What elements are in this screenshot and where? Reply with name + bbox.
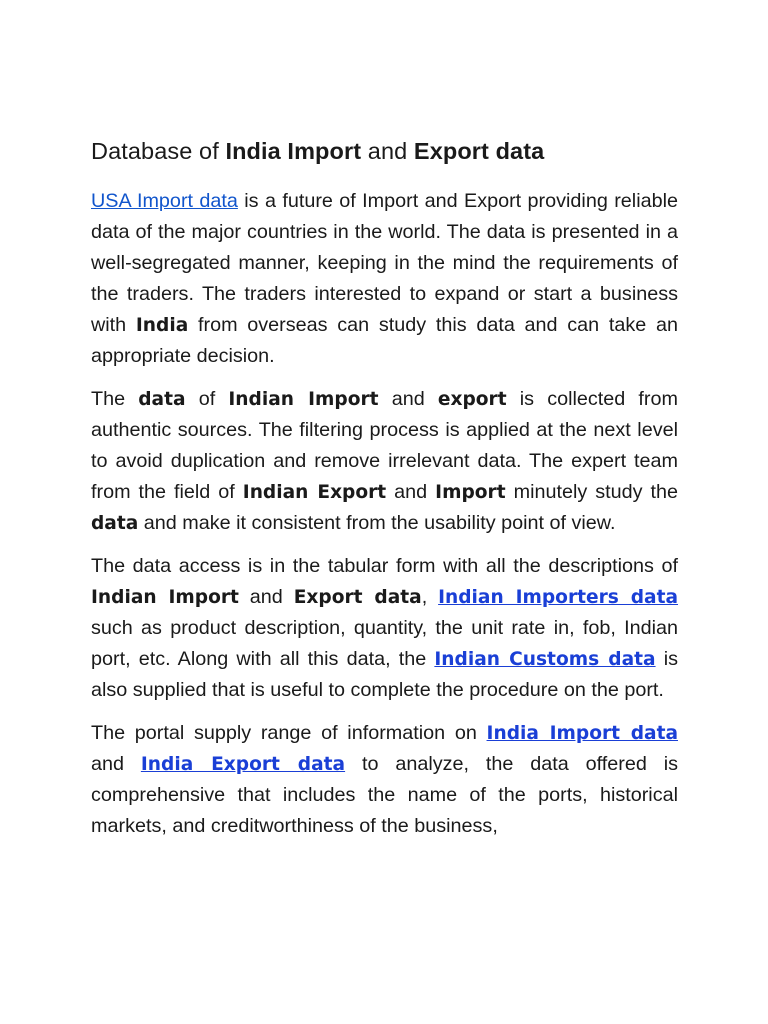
paragraph-1 xyxy=(91,186,678,372)
title-text-1: Database of xyxy=(91,138,226,164)
link-india-export-data[interactable]: India Export data xyxy=(140,754,346,775)
p2-text-7: and make it consistent from the usability point of view. xyxy=(138,512,616,534)
link-india-import-data[interactable]: India Import data xyxy=(486,723,678,744)
p2-bold-data: data xyxy=(138,389,186,410)
p2-bold-export: export xyxy=(437,389,507,410)
paragraph-3 xyxy=(91,551,678,706)
p4-text-3: to analyze, the data offered is comprehensive that includes the name of the ports, historical markets, and creditworthiness of the business, xyxy=(91,753,678,837)
p3-text-5: is also supplied that is useful to complete the procedure on the port. xyxy=(91,648,679,701)
p4-text-1: The portal supply range of information on xyxy=(91,722,487,744)
link-indian-customs-data[interactable]: Indian Customs data xyxy=(434,649,656,670)
p2-bold-indian-export: Indian Export xyxy=(242,482,387,503)
title-bold-export-data: Export data xyxy=(413,138,545,164)
p1-text-2: from overseas can study this data and can take an appropriate decision. xyxy=(91,314,678,367)
title-text-2: and xyxy=(361,138,414,164)
p2-bold-data-2: data xyxy=(91,513,139,534)
p1-bold-india: India xyxy=(135,315,189,336)
p2-text-6: minutely study the xyxy=(505,481,678,503)
paragraph-4 xyxy=(91,718,678,842)
p4-text-2: and xyxy=(91,753,141,775)
p2-text-3: and xyxy=(378,388,438,410)
p2-bold-indian-import: Indian Import xyxy=(228,389,379,410)
document-title xyxy=(91,134,678,168)
p2-text-2: of xyxy=(185,388,229,410)
p3-text-3: , xyxy=(421,586,439,608)
p2-text-4: is collected from authentic sources. The filtering process is applied at the next level to avoid duplication and remove irrelevant data. The expert team from the field of xyxy=(91,388,678,503)
p1-text-1: is a future of Import and Export providing reliable data of the major countries in the world. The data is presented in a well-segregated manner, keeping in the mind the requirements of the traders. The traders interested to expand or start a business with xyxy=(91,190,678,336)
link-usa-import-data[interactable]: USA Import data xyxy=(91,190,238,212)
p2-bold-import: Import xyxy=(435,482,506,503)
p3-text-2: and xyxy=(238,586,294,608)
link-indian-importers-data[interactable]: Indian Importers data xyxy=(438,587,679,608)
p3-bold-export-data: Export data xyxy=(293,587,422,608)
document-page xyxy=(91,134,678,854)
p2-text-5: and xyxy=(386,481,436,503)
p2-text-1: The xyxy=(91,388,139,410)
p3-text-1: The data access is in the tabular form with all the descriptions of xyxy=(91,555,678,577)
title-bold-india-import: India Import xyxy=(225,138,362,164)
paragraph-2 xyxy=(91,384,678,539)
p3-text-4: such as product description, quantity, the unit rate in, fob, Indian port, etc. Along with all this data, the xyxy=(91,617,678,670)
p3-bold-indian-import: Indian Import xyxy=(91,587,239,608)
